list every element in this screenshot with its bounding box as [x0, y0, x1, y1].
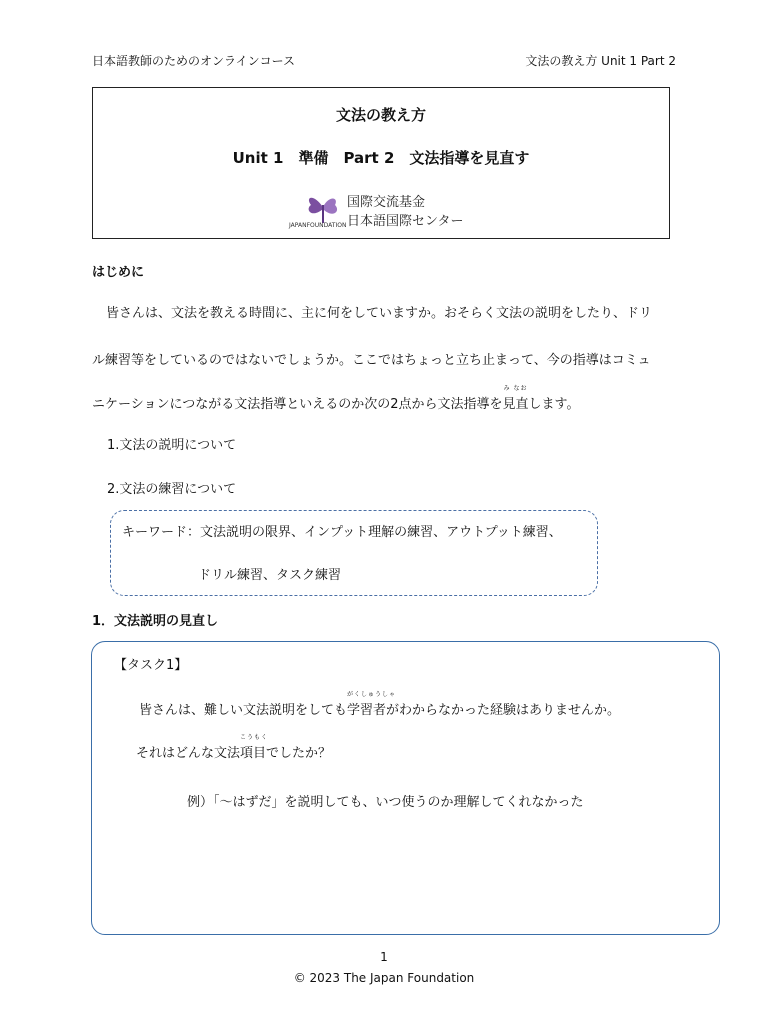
page-number: 1 — [380, 950, 388, 964]
section-1-heading: 1．文法説明の見直し — [92, 614, 219, 629]
task-q2-text: それはどんな文法 — [136, 746, 241, 761]
task-question-2 — [136, 734, 332, 761]
title-box — [92, 87, 670, 239]
ruby-base: 学習者 — [347, 703, 387, 718]
ruby-base: 見直 — [502, 397, 529, 412]
intro-paragraph-line-3 — [92, 385, 682, 412]
ruby-reading: がくしゅうしゃ — [347, 691, 397, 698]
task-label: 【タスク1】 — [114, 658, 188, 673]
intro-heading: はじめに — [92, 265, 145, 280]
document-title: 文法の教え方 — [335, 106, 426, 124]
japan-foundation-logo — [289, 189, 479, 233]
document-subtitle: Unit 1 準備 Part 2 文法指導を見直す — [232, 149, 530, 167]
list-item: 2.文法の練習について — [107, 482, 237, 497]
ruby-koumoku — [240, 734, 269, 761]
task-question-1 — [139, 691, 621, 718]
logo-line-1: 国際交流基金 — [347, 195, 426, 210]
task-q1-end: がわからなかった経験はありませんか。 — [386, 703, 621, 718]
keyword-line-1: キーワード：文法説明の限界、インプット理解の練習、アウトプット練習、 — [122, 525, 562, 540]
list-item: 1.文法の説明について — [107, 438, 237, 453]
intro-paragraph-line-2: ル練習等をしているのではないでしょうか。ここではちょっと立ち止まって、今の指導はコミュ — [92, 353, 651, 368]
ruby-gakushusha — [347, 691, 397, 718]
header-course-title: 日本語教師のためのオンラインコース — [92, 54, 296, 68]
task-q2-end: でしたか？ — [266, 746, 332, 761]
ruby-minaoshi — [502, 385, 529, 412]
copyright-notice: © 2023 The Japan Foundation — [293, 971, 475, 985]
intro-paragraph-line-1: 皆さんは、文法を教える時間に、主に何をしていますか。おそらく文法の説明をしたり、ドリ — [106, 306, 653, 321]
ruby-base: 項目 — [240, 746, 267, 761]
task-box — [91, 641, 720, 935]
intro-p3-end: します。 — [528, 397, 580, 412]
logo-line-2: 日本語国際センター — [347, 214, 464, 229]
intro-p3-text: ニケーションにつながる文法指導といえるのか次の2点から文法指導を — [92, 397, 503, 412]
task-q1-text: 皆さんは、難しい文法説明をしても — [139, 703, 348, 718]
butterfly-logo-icon — [303, 189, 343, 225]
keyword-line-2: ドリル練習、タスク練習 — [198, 568, 342, 583]
task-example: 例）「～はずだ」を説明しても、いつ使うのか理解してくれなかった — [187, 795, 584, 810]
ruby-reading: み なお — [503, 385, 528, 392]
header-unit-label: 文法の教え方 Unit 1 Part 2 — [525, 54, 676, 68]
logo-japanese-text — [347, 193, 463, 231]
logo-english-text: JAPANFOUNDATION — [289, 222, 347, 229]
ruby-reading: こうもく — [240, 734, 269, 741]
